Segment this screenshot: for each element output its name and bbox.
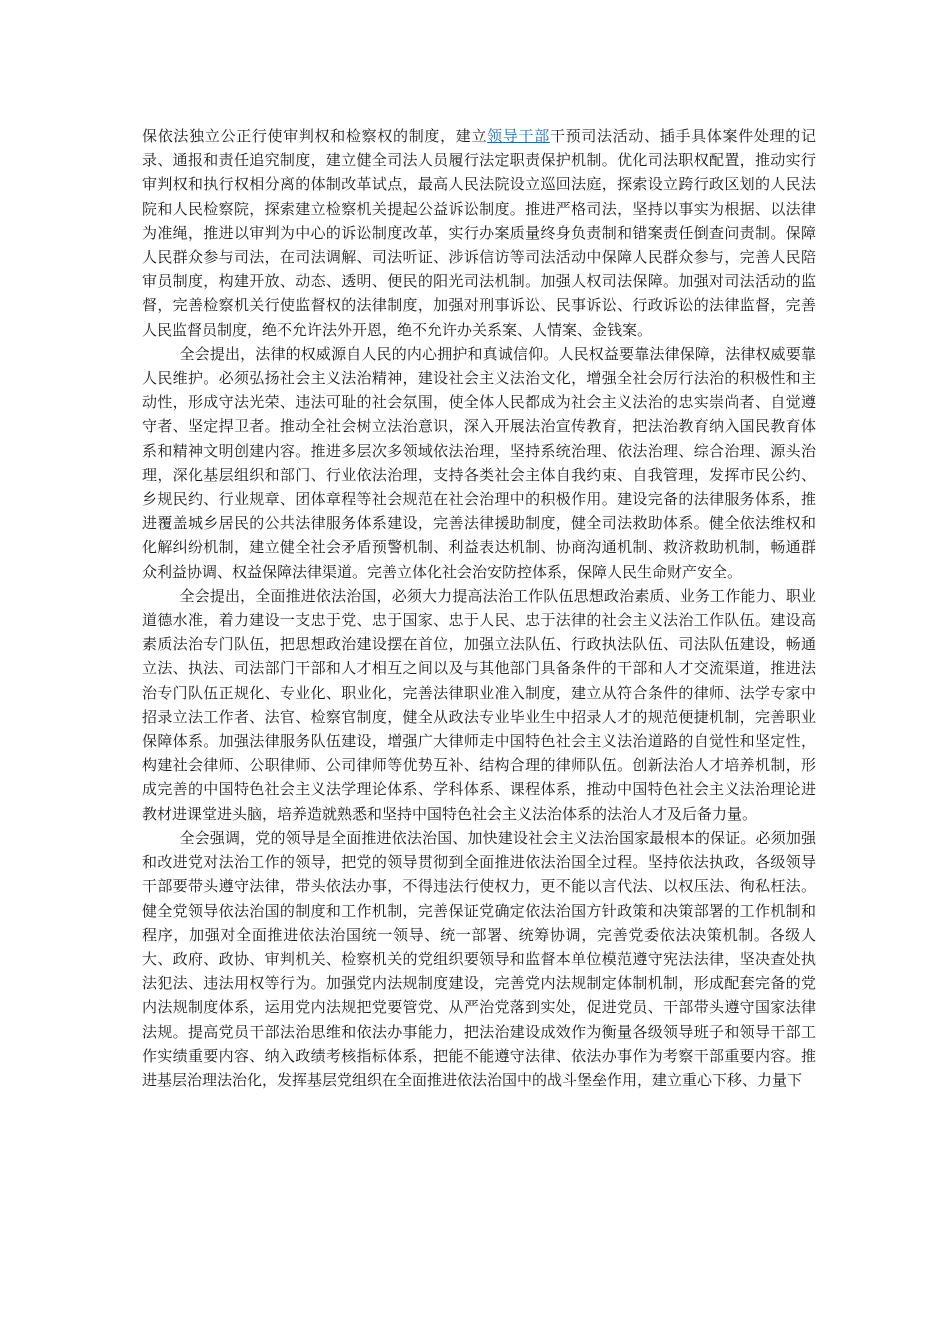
paragraph-1-text-after-link: 干预司法活动、插手具体案件处理的记录、通报和责任追究制度，建立健全司法人员履行法定职责保护机制。优化司法职权配置，推动实行审判权和执行权相分离的体制改革试点，最高人民法院设立巡回法庭，探索设立跨行政区划的人民法院和人民检察院，探索建立检察机关提起公益诉讼制度。推进严格司法，坚持以事实为根据、以法律为准绳，推进以审判为中心的诉讼制度改革，实行办案质量终身负责制和错案责任倒查问责制。保障人民群众参与司法，在司法调解、司法听证、涉诉信访等司法活动中保障人民群众参与，完善人民陪审员制度，构建开放、动态、透明、便民的阳光司法机制。加强人权司法保障。加强对司法活动的监督，完善检察机关行使监督权的法律制度，加强对刑事诉讼、民事诉讼、行政诉讼的法律监督，完善人民监督员制度，绝不允许法外开恩，绝不允许办关系案、人情案、金钱案。 (142, 127, 816, 339)
paragraph-2: 全会提出，法律的权威源自人民的内心拥护和真诚信仰。人民权益要靠法律保障，法律权威要靠人民维护。必须弘扬社会主义法治精神，建设社会主义法治文化，增强全社会厉行法治的积极性和主动性，形成守法光荣、违法可耻的社会氛围，使全体人民都成为社会主义法治的忠实崇尚者、自觉遵守者、坚定捍卫者。推动全社会树立法治意识，深入开展法治宣传教育，把法治教育纳入国民教育体系和精神文明创建内容。推进多层次多领域依法治理，坚持系统治理、依法治理、综合治理、源头治理，深化基层组织和部门、行业依法治理，支持各类社会主体自我约束、自我管理，发挥市民公约、乡规民约、行业规章、团体章程等社会规范在社会治理中的积极作用。建设完备的法律服务体系，推进覆盖城乡居民的公共法律服务体系建设，完善法律援助制度，健全司法救助体系。健全依法维权和化解纠纷机制，建立健全社会矛盾预警机制、利益表达机制、协商沟通机制、救济救助机制，畅通群众利益协调、权益保障法律渠道。完善立体化社会治安防控体系，保障人民生命财产安全。 (142, 344, 816, 581)
paragraph-3: 全会提出，全面推进依法治国，必须大力提高法治工作队伍思想政治素质、业务工作能力、职业道德水准，着力建设一支忠于党、忠于国家、忠于人民、忠于法律的社会主义法治工作队伍。建设高素质法治专门队伍，把思想政治建设摆在首位，加强立法队伍、行政执法队伍、司法队伍建设，畅通立法、执法、司法部门干部和人才相互之间以及与其他部门具备条件的干部和人才交流渠道，推进法治专门队伍正规化、专业化、职业化，完善法律职业准入制度，建立从符合条件的律师、法学专家中招录立法工作者、法官、检察官制度，健全从政法专业毕业生中招录人才的规范便捷机制，完善职业保障体系。加强法律服务队伍建设，增强广大律师走中国特色社会主义法治道路的自觉性和坚定性，构建社会律师、公职律师、公司律师等优势互补、结构合理的律师队伍。创新法治人才培养机制，形成完善的中国特色社会主义法学理论体系、学科体系、课程体系，推动中国特色社会主义法治理论进教材进课堂进头脑，培养造就熟悉和坚持中国特色社会主义法治体系的法治人才及后备力量。 (142, 586, 816, 823)
paragraph-4: 全会强调，党的领导是全面推进依法治国、加快建设社会主义法治国家最根本的保证。必须加强和改进党对法治工作的领导，把党的领导贯彻到全面推进依法治国全过程。坚持依法执政，各级领导干部要带头遵守法律，带头依法办事，不得违法行使权力，更不能以言代法、以权压法、徇私枉法。健全党领导依法治国的制度和工作机制，完善保证党确定依法治国方针政策和决策部署的工作机制和程序，加强对全面推进依法治国统一领导、统一部署、统筹协调，完善党委依法决策机制。各级人大、政府、政协、审判机关、检察机关的党组织要领导和监督本单位模范遵守宪法法律，坚决查处执法犯法、违法用权等行为。加强党内法规制度建设，完善党内法规制定体制机制，形成配套完备的党内法规制度体系，运用党内法规把党要管党、从严治党落到实处，促进党员、干部带头遵守国家法律法规。提高党员干部法治思维和依法办事能力，把法治建设成效作为衡量各级领导班子和领导干部工作实绩重要内容、纳入政绩考核指标体系，把能不能遵守法律、依法办事作为考察干部重要内容。推进基层治理法治化，发挥基层党组织在全面推进依法治国中的战斗堡垒作用，建立重心下移、力量下 (142, 828, 816, 1089)
paragraph-1-text-before-link: 保依法独立公正行使审判权和检察权的制度，建立 (142, 127, 488, 145)
paragraph-1 (142, 124, 816, 342)
document-body (142, 124, 816, 1092)
leading-cadre-link[interactable]: 领导干部 (487, 127, 550, 145)
